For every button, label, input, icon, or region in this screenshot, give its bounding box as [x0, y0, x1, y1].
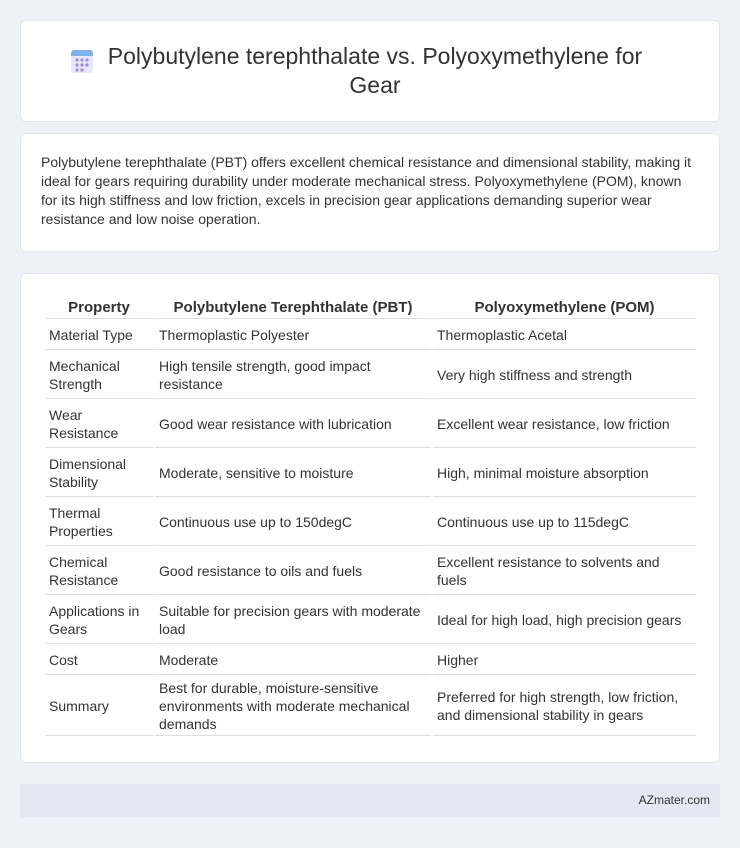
title-wrap	[70, 42, 670, 100]
pom-cell: Excellent resistance to solvents and fuels	[433, 548, 696, 595]
table-header-row	[45, 295, 696, 319]
property-cell: Applications in Gears	[45, 597, 153, 644]
comparison-table	[43, 293, 698, 738]
pbt-cell: Continuous use up to 150degC	[155, 499, 431, 546]
pbt-cell: High tensile strength, good impact resistance	[155, 352, 431, 399]
pom-cell: Continuous use up to 115degC	[433, 499, 696, 546]
pom-cell: Very high stiffness and strength	[433, 352, 696, 399]
pom-cell: Thermoplastic Acetal	[433, 321, 696, 350]
property-cell: Dimensional Stability	[45, 450, 153, 497]
pbt-cell: Best for durable, moisture-sensitive environments with moderate mechanical demands	[155, 677, 431, 736]
intro-card	[20, 133, 720, 252]
intro-paragraph: Polybutylene terephthalate (PBT) offers excellent chemical resistance and dimensional stability, making it ideal for gears requiring durability under moderate mechanical stress. Polyoxymethylene (POM), known for its high stiffness and low friction, excels in precision gear applications demanding superior wear resistance and low noise operation.	[41, 154, 692, 227]
pom-cell: Higher	[433, 646, 696, 675]
header-property: Property	[45, 295, 153, 319]
property-cell: Cost	[45, 646, 153, 675]
pbt-cell: Suitable for precision gears with moderate load	[155, 597, 431, 644]
table-row	[45, 548, 696, 595]
page-title: Polybutylene terephthalate vs. Polyoxymethylene for Gear	[107, 43, 643, 98]
pbt-cell: Thermoplastic Polyester	[155, 321, 431, 350]
pom-cell: Ideal for high load, high precision gears	[433, 597, 696, 644]
property-cell: Mechanical Strength	[45, 352, 153, 399]
table-row	[45, 646, 696, 675]
property-cell: Chemical Resistance	[45, 548, 153, 595]
footer	[20, 784, 720, 817]
header-pom: Polyoxymethylene (POM)	[433, 295, 696, 319]
title-card	[20, 20, 720, 122]
table-row	[45, 401, 696, 448]
comparison-card	[20, 273, 720, 763]
table-row	[45, 352, 696, 399]
pom-cell: High, minimal moisture absorption	[433, 450, 696, 497]
header-pbt: Polybutylene Terephthalate (PBT)	[155, 295, 431, 319]
pom-cell: Excellent wear resistance, low friction	[433, 401, 696, 448]
footer-brand: AZmater.com	[638, 793, 710, 807]
pom-cell: Preferred for high strength, low friction, and dimensional stability in gears	[433, 677, 696, 736]
table-row	[45, 321, 696, 350]
pbt-cell: Moderate	[155, 646, 431, 675]
table-row	[45, 499, 696, 546]
pbt-cell: Good wear resistance with lubrication	[155, 401, 431, 448]
table-row	[45, 450, 696, 497]
table-row	[45, 677, 696, 736]
property-cell: Material Type	[45, 321, 153, 350]
property-cell: Wear Resistance	[45, 401, 153, 448]
calendar-grid-icon	[70, 48, 94, 74]
pbt-cell: Moderate, sensitive to moisture	[155, 450, 431, 497]
table-row	[45, 597, 696, 644]
property-cell: Summary	[45, 677, 153, 736]
property-cell: Thermal Properties	[45, 499, 153, 546]
pbt-cell: Good resistance to oils and fuels	[155, 548, 431, 595]
